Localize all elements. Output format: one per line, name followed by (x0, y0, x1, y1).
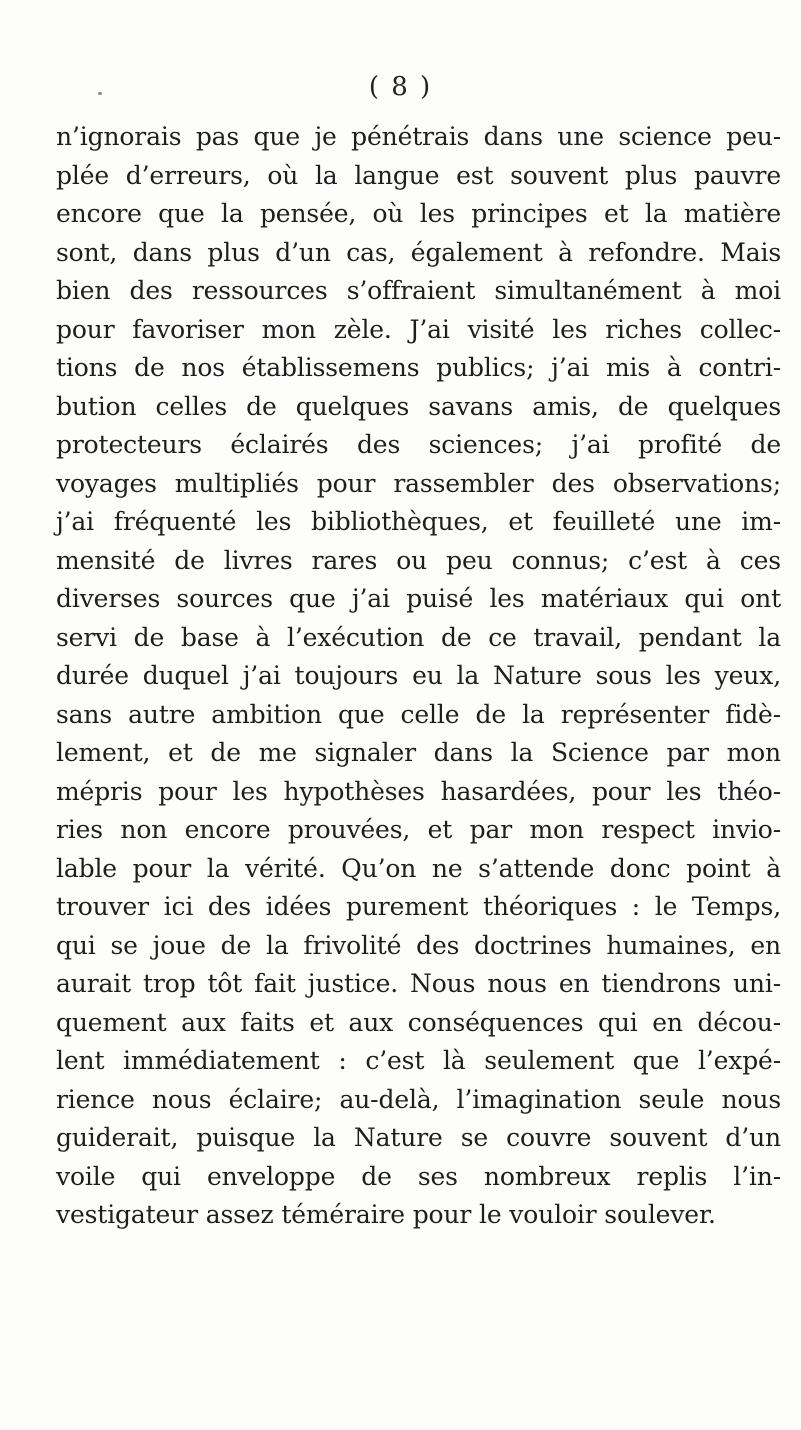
text-line: lable pour la vérité. Qu’on ne s’attende donc point à (56, 853, 781, 883)
text-line: sont, dans plus d’un cas, également à refondre. Mais (56, 237, 781, 267)
text-line: plée d’erreurs, où la langue est souvent plus pauvre (56, 160, 781, 190)
text-line: protecteurs éclairés des sciences; j’ai profité de (56, 430, 781, 459)
text-line-last: vestigateur assez téméraire pour le vouloir soulever. (56, 1200, 716, 1229)
text-line: durée duquel j’ai toujours eu la Nature sous les yeux, (56, 661, 781, 690)
text-line: lement, et de me signaler dans la Science par mon (56, 738, 781, 767)
text-line: bution celles de quelques savans amis, de quelques (56, 391, 781, 421)
text-line: mensité de livres rares ou peu connus; c’est à ces (56, 545, 781, 575)
text-line: trouver ici des idées purement théoriques : le Temps, (56, 892, 781, 921)
text-line: bien des ressources s’offraient simultanément à moi (56, 276, 781, 305)
text-line: encore que la pensée, où les principes et la matière (56, 199, 781, 228)
text-line: voyages multipliés pour rassembler des observations; (56, 468, 781, 498)
text-line: aurait trop tôt fait justice. Nous nous en tiendrons uni- (56, 969, 781, 998)
text-line: n’ignorais pas que je pénétrais dans une science peu- (56, 122, 781, 151)
page-number: ( 8 ) (368, 72, 433, 102)
text-line: tions de nos établissemens publics; j’ai mis à contri- (56, 353, 781, 382)
text-line: rience nous éclaire; au-delà, l’imagination seule nous (56, 1084, 781, 1114)
text-line: voile qui enveloppe de ses nombreux replis l’in- (56, 1161, 781, 1191)
text-line: guiderait, puisque la Nature se couvre souvent d’un (56, 1123, 781, 1152)
text-line: diverses sources que j’ai puisé les matériaux qui ont (56, 584, 781, 613)
text-line: lent immédiatement : c’est là seulement que l’expé- (56, 1046, 781, 1075)
text-line: pour favoriser mon zèle. J’ai visité les riches collec- (56, 314, 781, 344)
text-line: j’ai fréquenté les bibliothèques, et feuilleté une im- (56, 507, 781, 536)
body-text (56, 118, 781, 1235)
text-line: mépris pour les hypothèses hasardées, pour les théo- (56, 776, 781, 806)
text-line: quement aux faits et aux conséquences qui en décou- (56, 1007, 781, 1037)
text-line: qui se joue de la frivolité des doctrines humaines, en (56, 930, 781, 960)
text-line: servi de base à l’exécution de ce travail, pendant la (56, 622, 781, 652)
text-line: sans autre ambition que celle de la représenter fidè- (56, 699, 781, 729)
text-line: ries non encore prouvées, et par mon respect invio- (56, 815, 781, 844)
